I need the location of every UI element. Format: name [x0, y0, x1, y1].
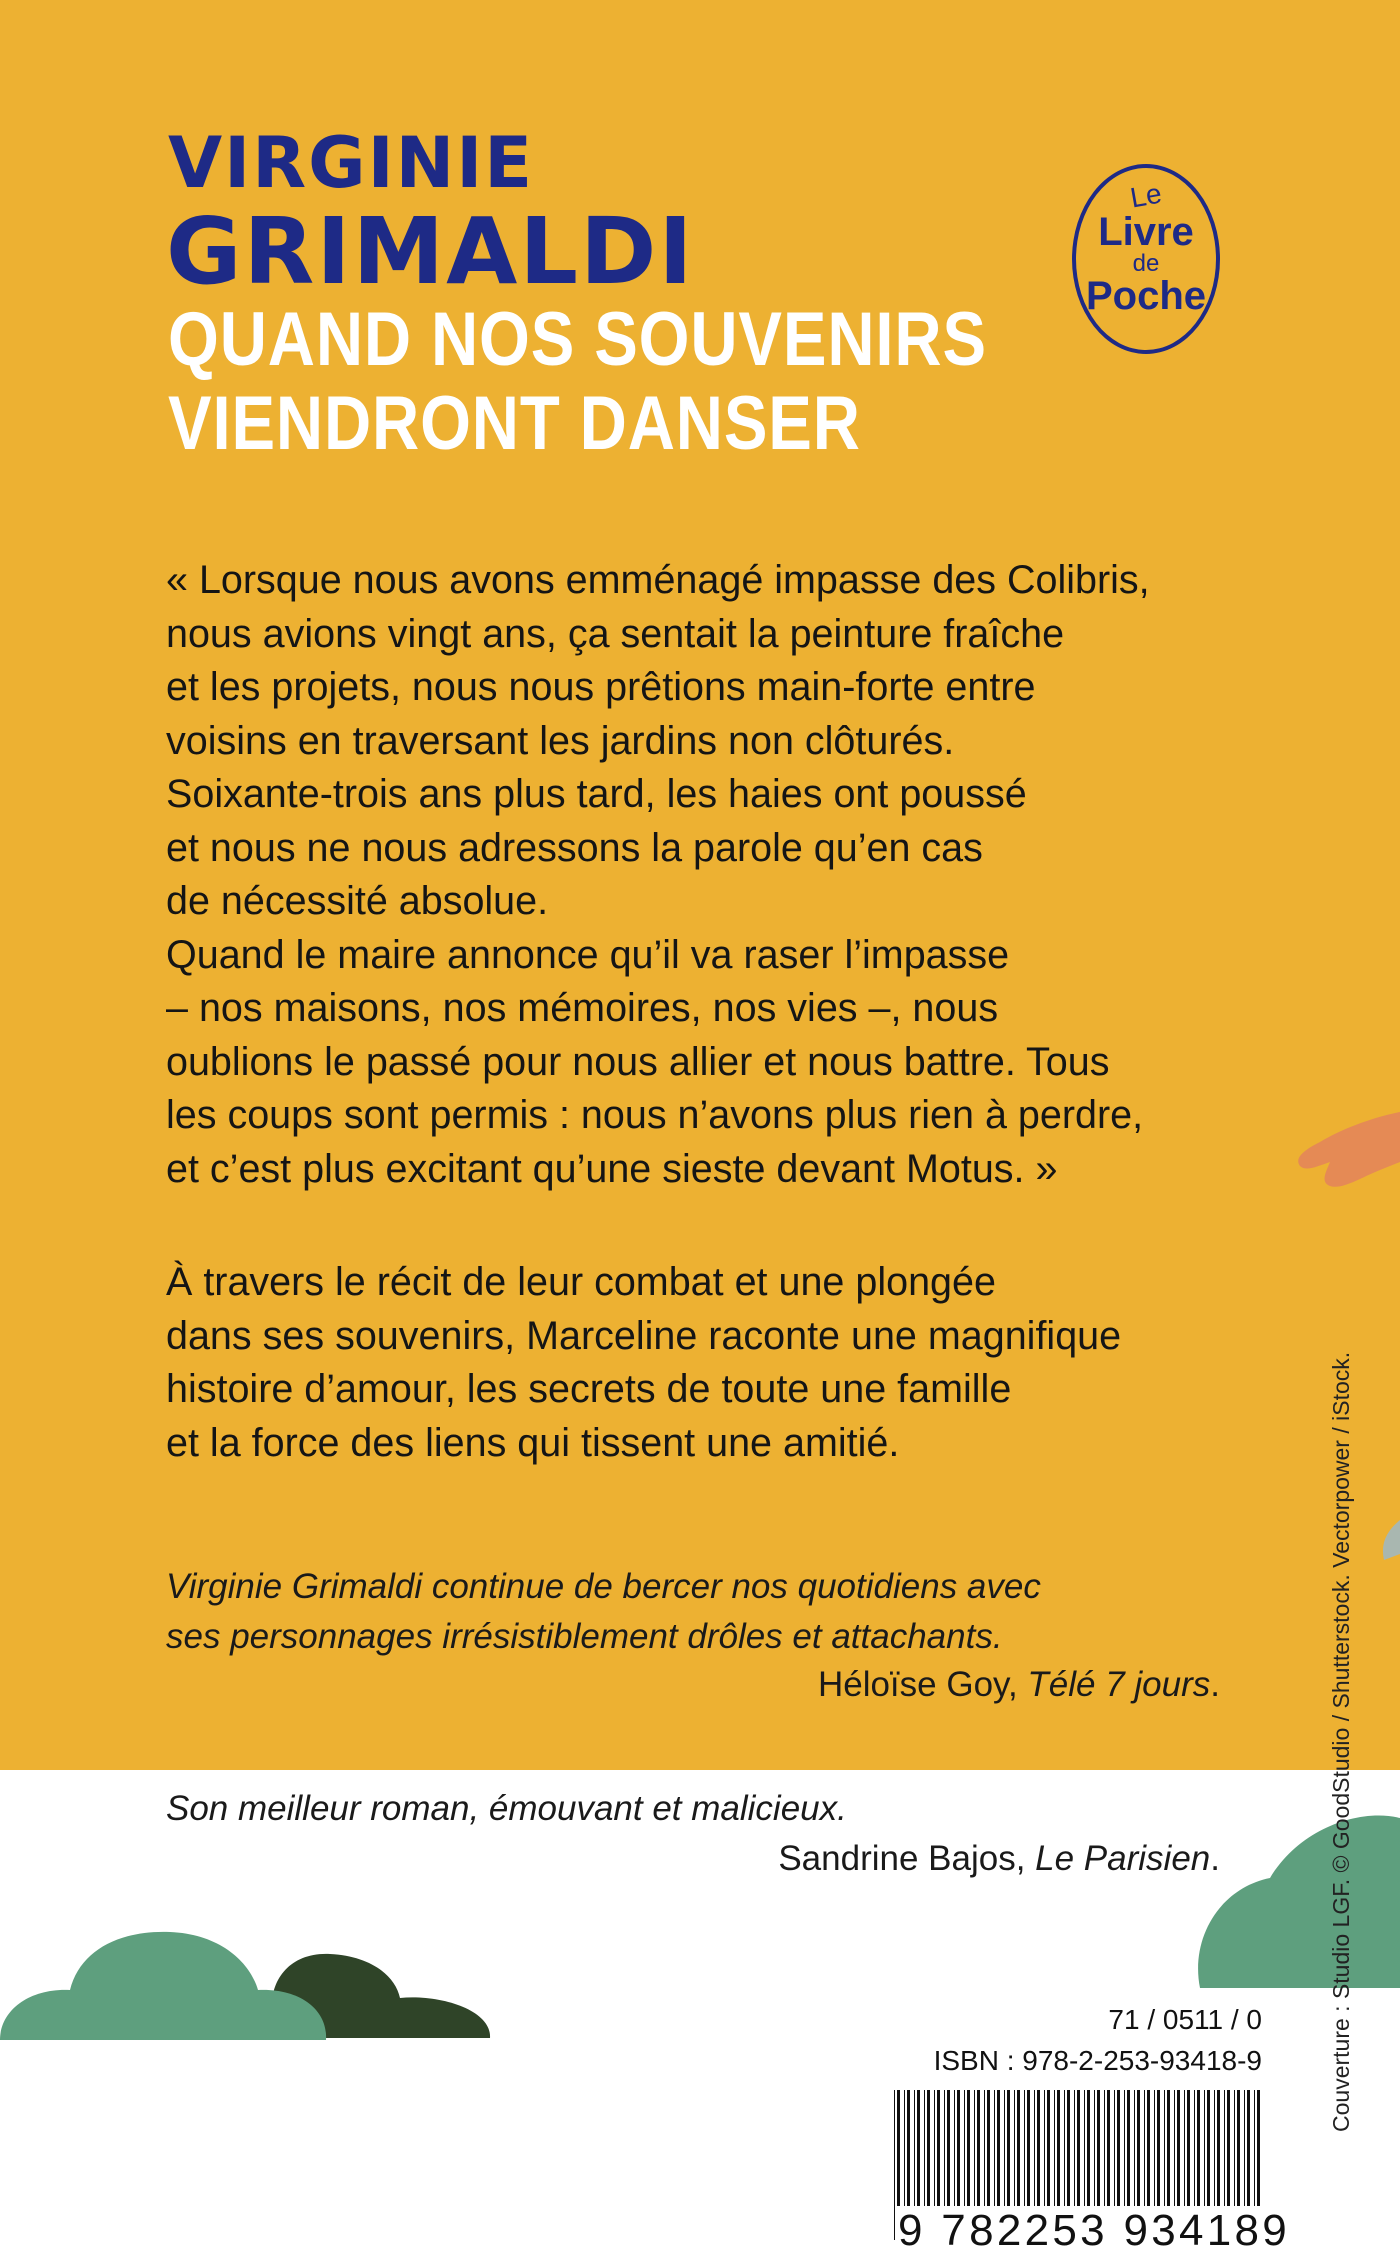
blurb-line: Soixante-trois ans plus tard, les haies ont poussé — [166, 772, 1027, 816]
review-2-line-1: Son meilleur roman, émouvant et malicieux. — [166, 1789, 847, 1828]
cover-credit: Couverture : Studio LGF. © GoodStudio / Shutterstock. Vectorpower / iStock. — [1328, 1351, 1354, 2132]
review-1-attribution — [818, 1660, 1220, 1710]
blurb-line: et c’est plus excitant qu’une sieste devant Motus. » — [166, 1146, 1058, 1191]
publisher-logo — [1072, 164, 1220, 354]
isbn: ISBN : 978-2-253-93418-9 — [933, 2045, 1262, 2076]
review-1-end: . — [1210, 1665, 1220, 1704]
review-1-author: Héloïse Goy, — [817, 1665, 1028, 1704]
blurb-paragraph-1 — [166, 554, 1246, 1196]
author-first-name: VIRGINIE — [168, 122, 535, 204]
blurb-line: nous avions vingt ans, ça sentait la peinture fraîche — [166, 611, 1065, 656]
blurb-line: – nos maisons, nos mémoires, nos vies –, nous — [166, 986, 999, 1030]
barcode-bar — [894, 2090, 895, 2240]
leaf-illustration — [1378, 1520, 1400, 1560]
reference-code: 71 / 0511 / 0 — [1108, 2004, 1262, 2035]
blurb-line: et les projets, nous nous prêtions main-forte entre — [166, 665, 1036, 709]
blurb-line: dans ses souvenirs, Marceline raconte une magnifique — [166, 1313, 1122, 1358]
logo-poche: Poche — [1085, 274, 1207, 318]
bush-left-illustration — [0, 1870, 500, 2045]
review-1-source: Télé 7 jours — [1027, 1665, 1211, 1704]
book-title-line-1: QUAND NOS SOUVENIRS — [168, 297, 987, 382]
review-1-line-1: Virginie Grimaldi continue de bercer nos quotidiens avec — [166, 1567, 1041, 1606]
review-2-author: Sandrine Bajos, — [778, 1839, 1036, 1878]
blurb-line: À travers le récit de leur combat et une plongée — [166, 1260, 996, 1304]
blurb-line: et nous ne nous adressons la parole qu’en cas — [166, 825, 983, 870]
author-last-name: GRIMALDI — [166, 198, 695, 305]
blurb-line: « Lorsque nous avons emménagé impasse des Colibris, — [166, 558, 1150, 602]
blurb-line: de nécessité absolue. — [166, 879, 549, 923]
logo-de: de — [1132, 250, 1160, 277]
blurb-paragraph-2 — [166, 1256, 1246, 1470]
blurb-line: voisins en traversant les jardins non clôturés. — [166, 718, 955, 763]
blurb-line: Quand le maire annonce qu’il va raser l’impasse — [166, 932, 1010, 977]
barcode-digits: 9 782253 934189 — [898, 2206, 1291, 2255]
bush-right-illustration — [1190, 1788, 1400, 1988]
review-2-source: Le Parisien — [1035, 1839, 1211, 1878]
logo-le: Le — [1127, 177, 1164, 214]
review-1-line-2: ses personnages irrésistiblement drôles et attachants. — [166, 1617, 1003, 1656]
logo-livre: Livre — [1098, 210, 1194, 254]
review-2-end: . — [1210, 1839, 1220, 1878]
book-title-line-2: VIENDRONT DANSER — [168, 381, 861, 466]
blurb-line: les coups sont permis : nous n’avons plus rien à perdre, — [166, 1093, 1144, 1137]
hand-illustration — [1290, 1100, 1400, 1192]
blurb-line: histoire d’amour, les secrets de toute une famille — [166, 1367, 1012, 1411]
blurb-line: oublions le passé pour nous allier et nous battre. Tous — [166, 1039, 1110, 1084]
blurb-line: et la force des liens qui tissent une amitié. — [166, 1420, 900, 1465]
review-2-attribution — [778, 1834, 1220, 1884]
